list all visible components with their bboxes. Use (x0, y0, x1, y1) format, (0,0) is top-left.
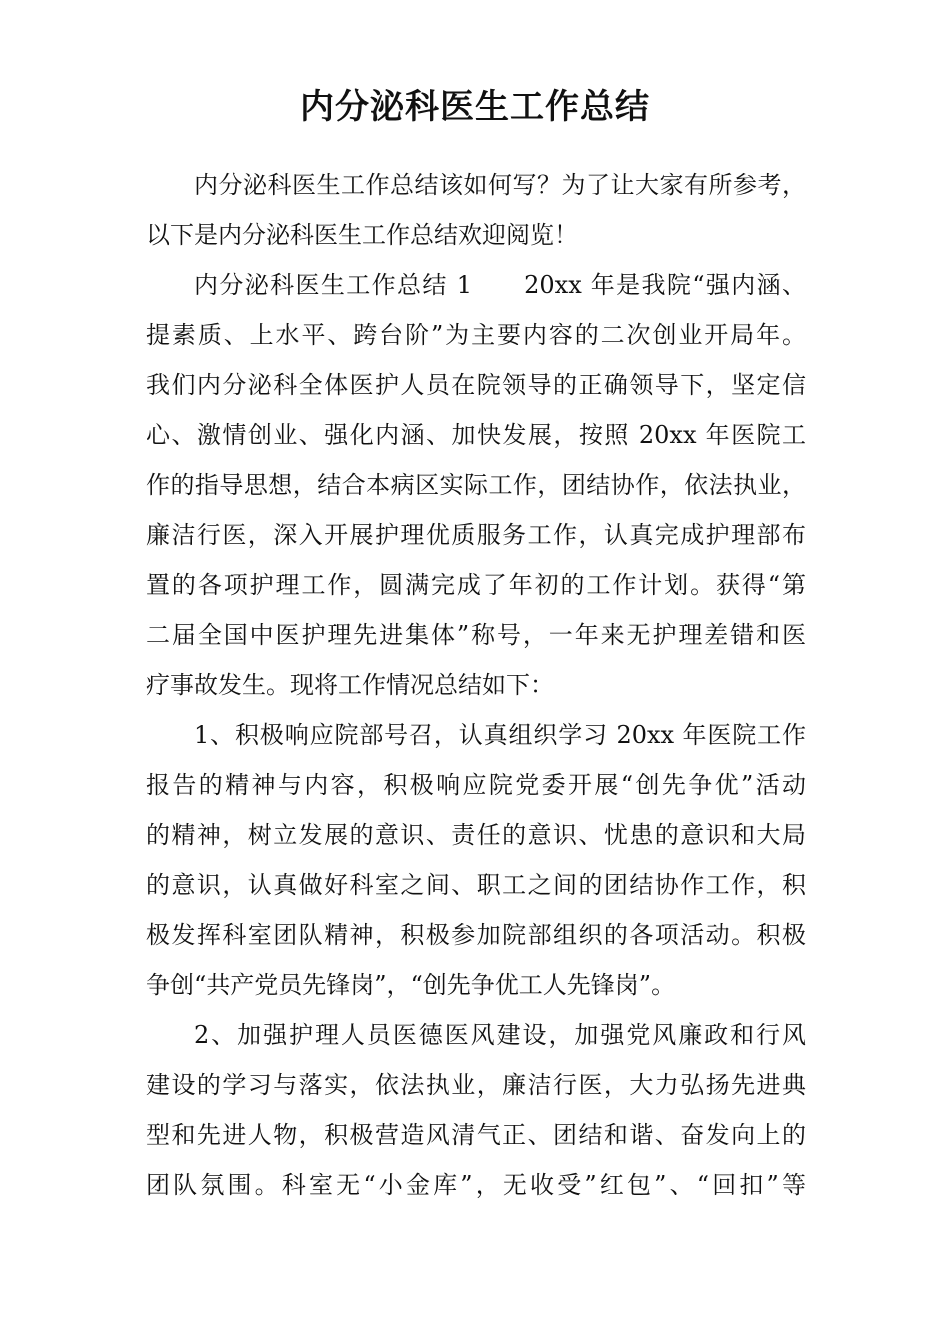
document-body (146, 160, 806, 1210)
text-line: 提素质、上水平、跨台阶”为主要内容的二次创业开局年。 (146, 321, 806, 349)
text-line: 疗事故发生。现将工作情况总结如下： (146, 671, 554, 699)
text-line: 建设的学习与落实，依法执业，廉洁行医，大力弘扬先进典 (146, 1071, 806, 1099)
text-line: 1、积极响应院部号召，认真组织学习 20xx 年医院工作 (194, 721, 806, 749)
paragraph-summary-1 (146, 260, 806, 710)
text-line: 置的各项护理工作，圆满完成了年初的工作计划。获得“第 (146, 571, 806, 599)
text-line: 的精神，树立发展的意识、责任的意识、忧患的意识和大局 (146, 821, 806, 849)
text-line: 内分泌科医生工作总结该如何写？为了让大家有所参考， (194, 171, 806, 199)
text-line: 廉洁行医，深入开展护理优质服务工作，认真完成护理部布 (146, 521, 806, 549)
text-line: 心、激情创业、强化内涵、加快发展，按照 20xx 年医院工 (146, 421, 806, 449)
text-line: 我们内分泌科全体医护人员在院领导的正确领导下，坚定信 (146, 371, 806, 399)
text-line: 以下是内分泌科医生工作总结欢迎阅览！ (146, 221, 578, 249)
text-line: 报告的精神与内容，积极响应院党委开展“创先争优”活动 (146, 771, 806, 799)
text-line: 团队氛围。科室无“小金库”，无收受”红包”、“回扣”等 (146, 1171, 806, 1199)
paragraph-item-1 (146, 710, 806, 1010)
text-line: 2、加强护理人员医德医风建设，加强党风廉政和行风 (194, 1021, 806, 1049)
paragraph-item-2 (146, 1010, 806, 1210)
text-line: 的意识，认真做好科室之间、职工之间的团结协作工作，积 (146, 871, 806, 899)
text-line: 二届全国中医护理先进集体”称号，一年来无护理差错和医 (146, 621, 806, 649)
text-line: 极发挥科室团队精神，积极参加院部组织的各项活动。积极 (146, 921, 806, 949)
text-line: 作的指导思想，结合本病区实际工作，团结协作，依法执业， (146, 471, 806, 499)
text-line: 型和先进人物，积极营造风清气正、团结和谐、奋发向上的 (146, 1121, 806, 1149)
document-title: 内分泌科医生工作总结 (300, 87, 650, 127)
text-line: 内分泌科医生工作总结 1 20xx 年是我院“强内涵、 (194, 271, 806, 299)
paragraph-intro (146, 160, 806, 260)
text-line: 争创“共产党员先锋岗”，“创先争优工人先锋岗”。 (146, 971, 676, 999)
